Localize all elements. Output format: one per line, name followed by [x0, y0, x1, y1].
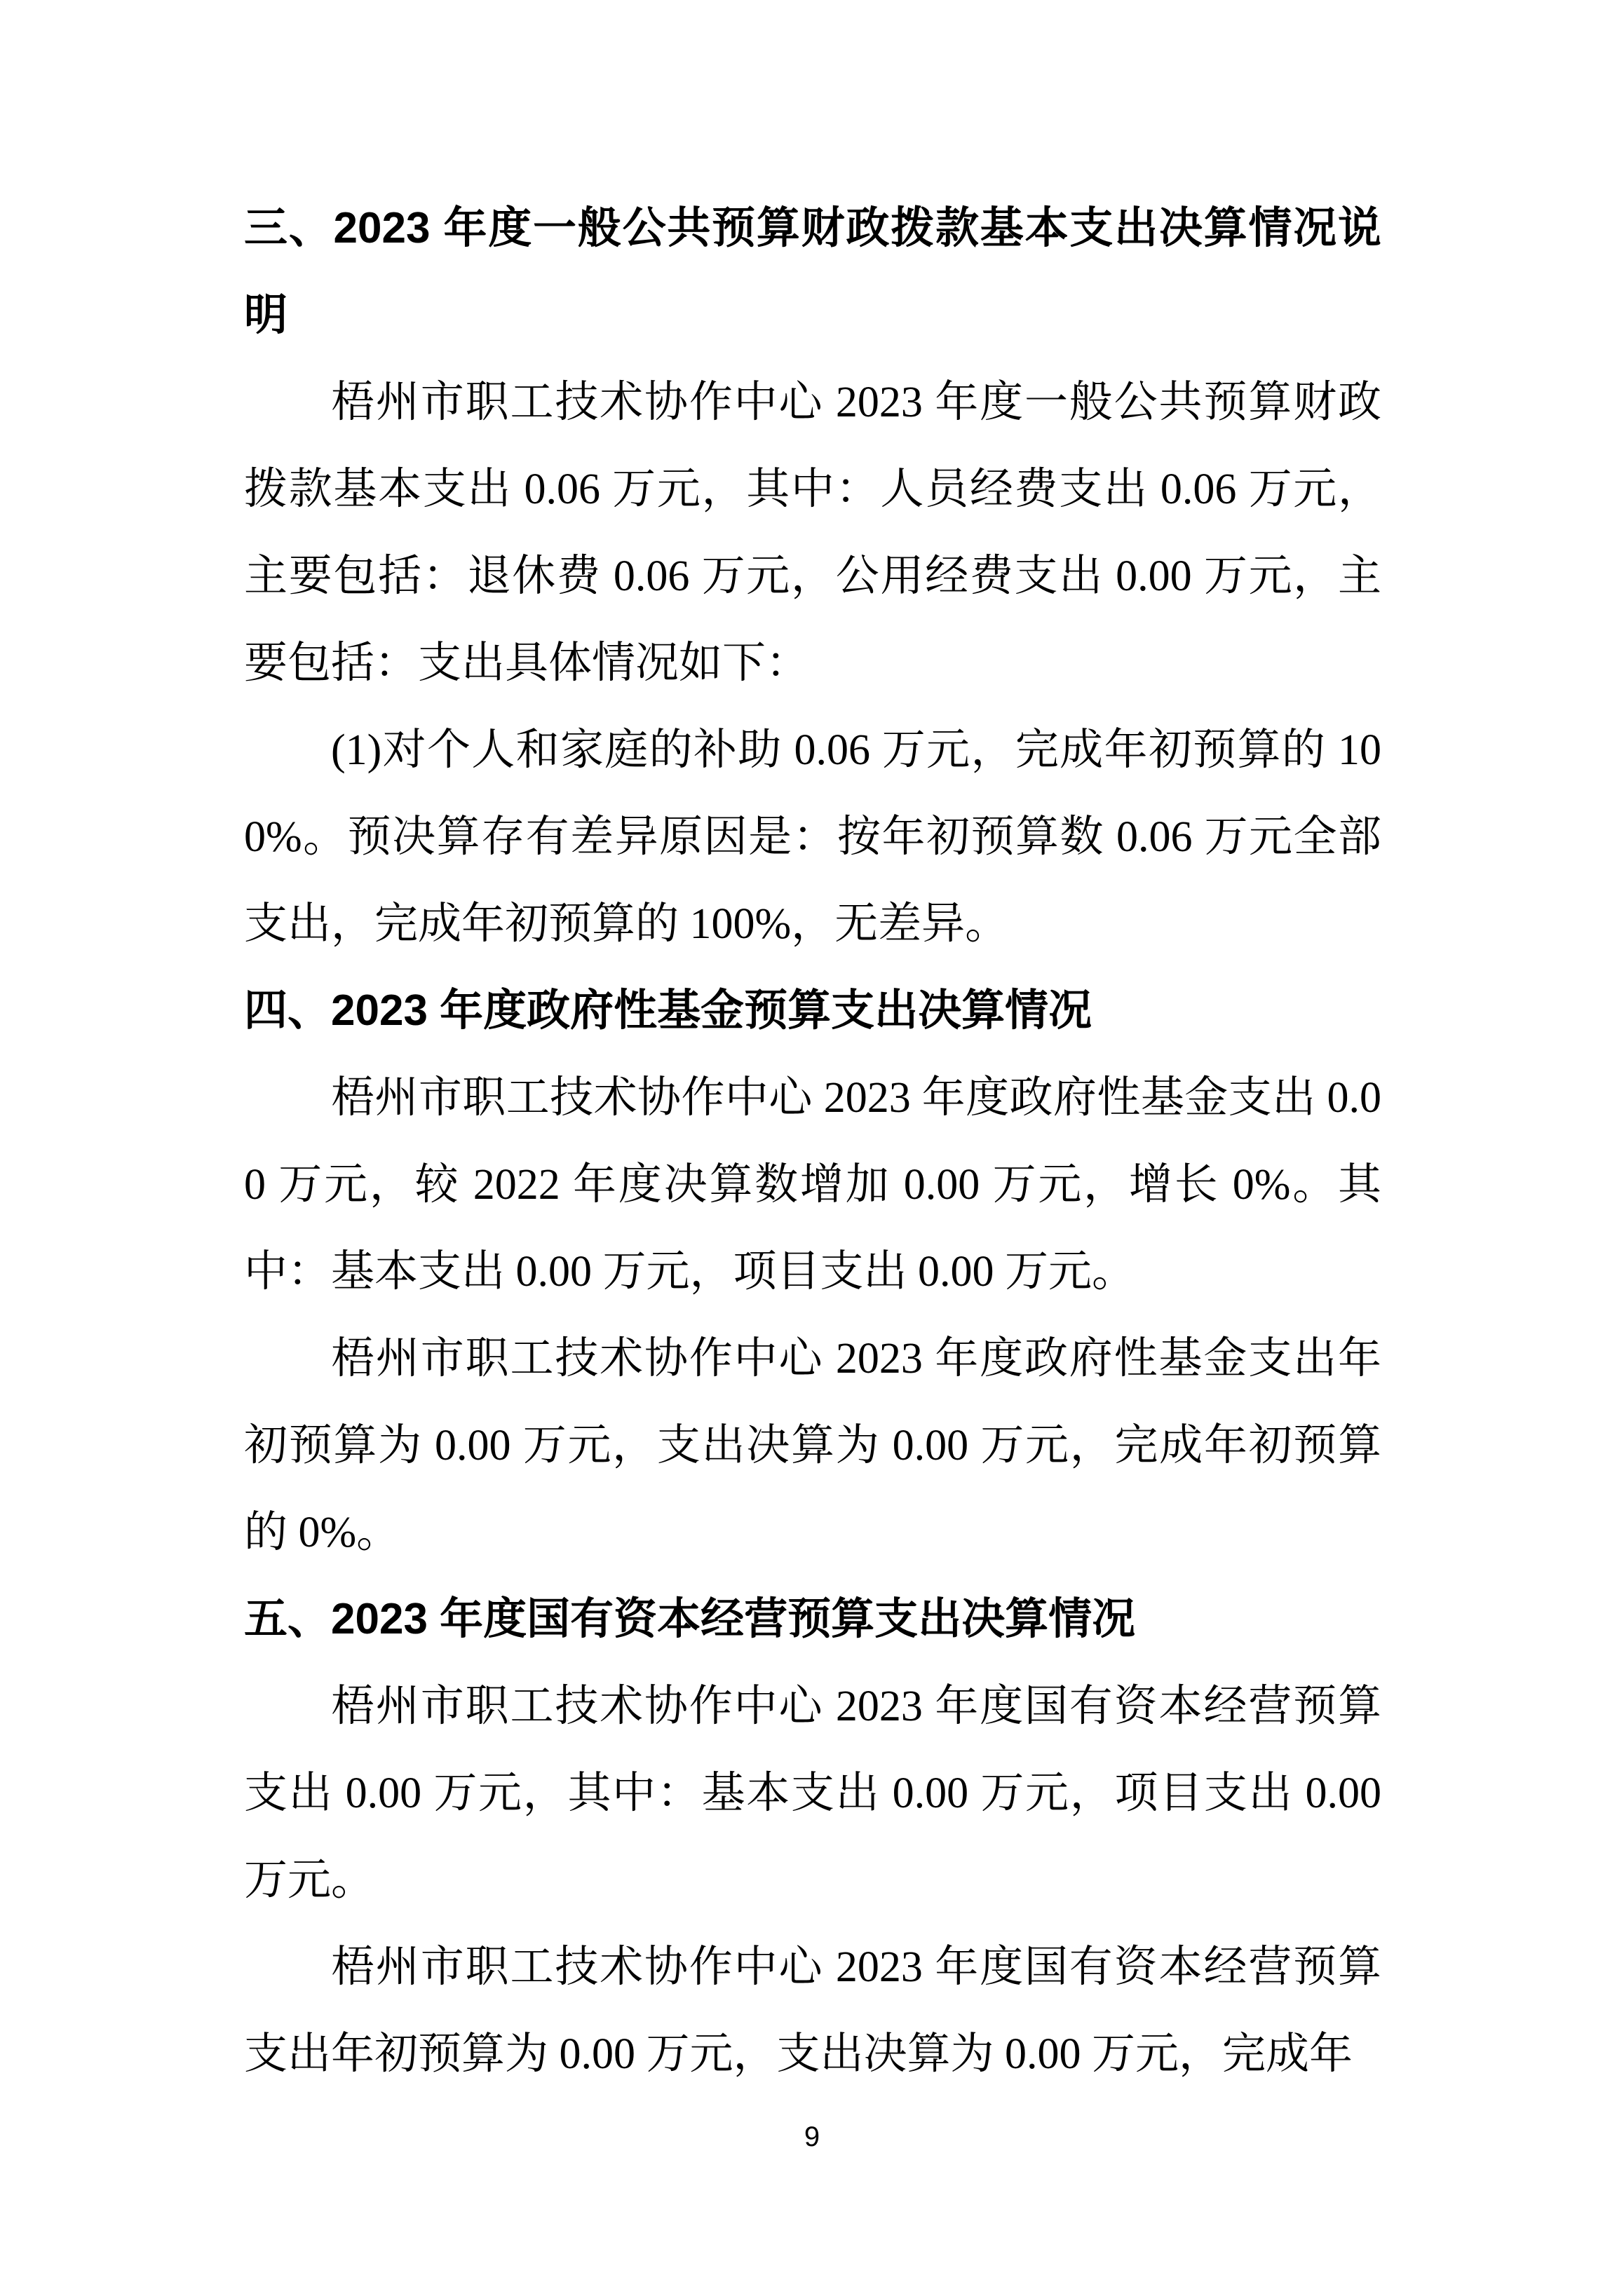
page-number: 9: [804, 2121, 820, 2152]
section-heading: 三、2023 年度一般公共预算财政拨款基本支出决算情况说明: [244, 204, 1381, 339]
body-paragraph: 梧州市职工技术协作中心 2023 年度政府性基金支出年初预算为 0.00 万元，支出决算为 0.00 万元，完成年初预算的 0%。: [244, 1335, 1381, 1556]
body-paragraph: 梧州市职工技术协作中心 2023 年度一般公共预算财政拨款基本支出 0.06 万元，其中：人员经费支出 0.06 万元，主要包括：退休费 0.06 万元，公用经费支出 0.00 万元，主要包括：支出具体情况如下：: [244, 379, 1381, 687]
section-heading: 五、2023 年度国有资本经营预算支出决算情况: [244, 1595, 1136, 1643]
section-heading: 四、2023 年度政府性基金预算支出决算情况: [244, 986, 1092, 1035]
body-paragraph: 梧州市职工技术协作中心 2023 年度国有资本经营预算支出 0.00 万元，其中：基本支出 0.00 万元，项目支出 0.00 万元。: [244, 1683, 1381, 1904]
body-paragraph: 梧州市职工技术协作中心 2023 年度政府性基金支出 0.00 万元，较 2022 年度决算数增加 0.00 万元，增长 0%。其中：基本支出 0.00 万元，项目支出 0.00 万元。: [244, 1074, 1381, 1296]
document-body: [244, 185, 1381, 2098]
body-paragraph: 梧州市职工技术协作中心 2023 年度国有资本经营预算支出年初预算为 0.00 万元，支出决算为 0.00 万元，完成年: [244, 1943, 1381, 2078]
body-paragraph: (1)对个人和家庭的补助 0.06 万元，完成年初预算的 100%。预决算存有差异原因是：按年初预算数 0.06 万元全部支出，完成年初预算的 100%，无差异。: [244, 726, 1381, 948]
